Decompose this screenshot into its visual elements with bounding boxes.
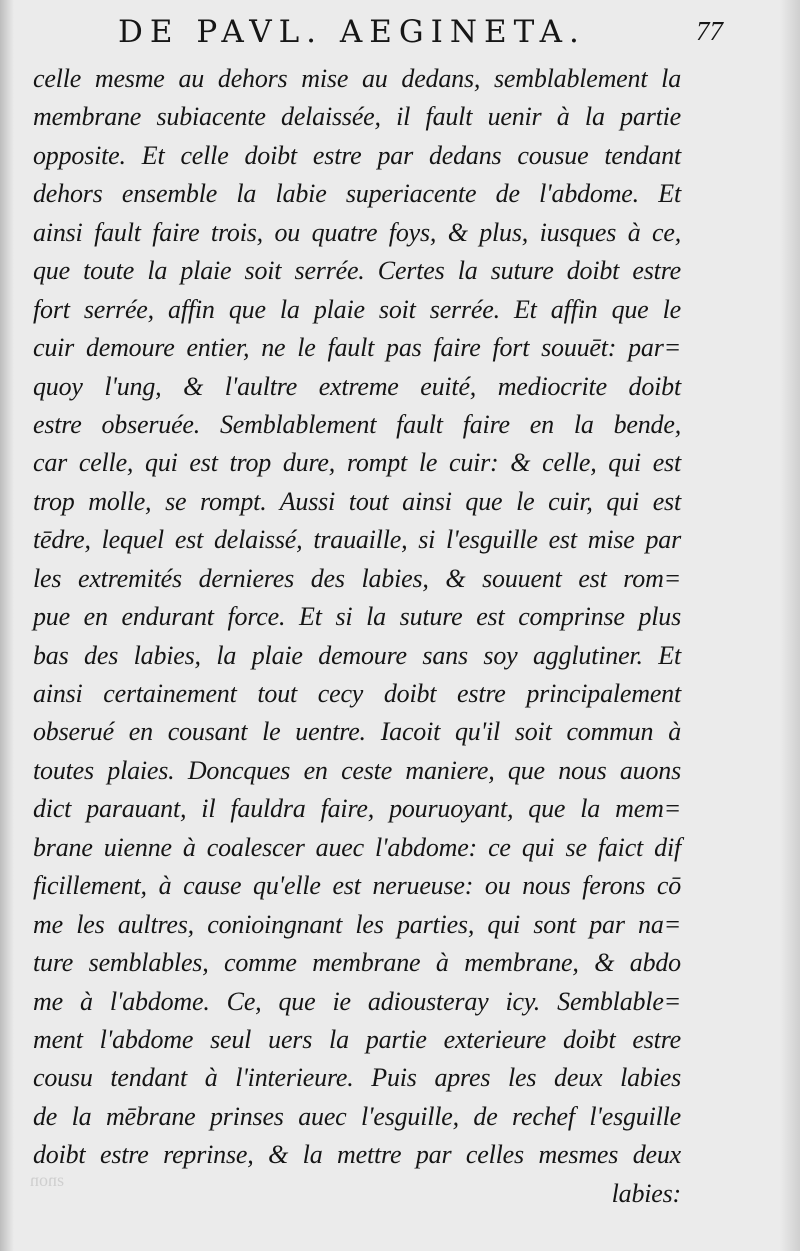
text-line: de la mēbrane prinses auec l'esguille, de rechef l'esguille: [33, 1101, 681, 1131]
text-line: opposite. Et celle doibt estre par dedans cousue tendant: [33, 140, 681, 170]
text-block: [33, 60, 681, 1213]
text-line: quoy l'ung, & l'aultre extreme euité, mediocrite doibt: [33, 371, 681, 401]
page-spine-shadow: [0, 0, 14, 1251]
running-head-title: DE PAVL. AEGINETA.: [118, 14, 586, 50]
text-line: toutes plaies. Doncques en ceste maniere, que nous auons: [33, 755, 681, 785]
text-line: ainsi certainement tout cecy doibt estre principalement: [33, 679, 681, 708]
page-number: 77: [696, 16, 723, 46]
text-line: celle mesme au dehors mise au dedans, semblablement la: [33, 64, 681, 93]
text-line: car celle, qui est trop dure, rompt le cuir: & celle, qui est: [33, 448, 681, 478]
text-line: les extremités dernieres des labies, & souuent est rom=: [33, 563, 681, 593]
text-line: ainsi fault faire trois, ou quatre foys, & plus, iusques à ce,: [33, 217, 681, 247]
text-line: obserué en cousant le uentre. Iacoit qu'il soit commun à: [33, 717, 681, 747]
running-head: [0, 8, 800, 52]
text-line: me les aultres, conioingnant les parties, qui sont par na=: [33, 909, 681, 939]
text-line: fort serrée, affin que la plaie soit serrée. Et affin que le: [33, 294, 681, 324]
text-line: bas des labies, la plaie demoure sans soy agglutiner. Et: [33, 640, 681, 670]
text-line: brane uienne à coalescer auec l'abdome: ce qui se faict dif: [33, 832, 681, 862]
text-line: cuir demoure entier, ne le fault pas faire fort souuēt: par=: [33, 333, 681, 363]
text-line: ficillement, à cause qu'elle est nerueuse: ou nous ferons cō: [33, 871, 681, 901]
text-line: me à l'abdome. Ce, que ie adiousteray icy. Semblable=: [33, 986, 681, 1016]
text-line: cousu tendant à l'interieure. Puis apres les deux labies: [33, 1063, 681, 1093]
text-line: dict parauant, il fauldra faire, pouruoyant, que la mem=: [33, 794, 681, 824]
catchword: labies:: [611, 1178, 681, 1208]
text-line: que toute la plaie soit serrée. Certes la suture doibt estre: [33, 256, 681, 286]
text-line: dehors ensemble la labie superiacente de l'abdome. Et: [33, 179, 681, 209]
text-line: trop molle, se rompt. Aussi tout ainsi que le cuir, qui est: [33, 486, 681, 516]
text-line: membrane subiacente delaissée, il fault uenir à la partie: [33, 102, 681, 132]
page-edge-shadow: [780, 0, 800, 1251]
text-line: ment l'abdome seul uers la partie exterieure doibt estre: [33, 1024, 681, 1054]
text-line: doibt estre reprinse, & la mettre par celles mesmes deux: [33, 1140, 681, 1170]
text-line: ture semblables, comme membrane à membrane, & abdo: [33, 948, 681, 978]
text-line: pue en endurant force. Et si la suture est comprinse plus: [33, 602, 681, 632]
bleed-through-text: ƨnon: [30, 1170, 65, 1190]
text-line: estre obseruée. Semblablement fault faire en la bende,: [33, 409, 681, 439]
text-line: tēdre, lequel est delaissé, trauaille, si l'esguille est mise par: [33, 525, 681, 555]
